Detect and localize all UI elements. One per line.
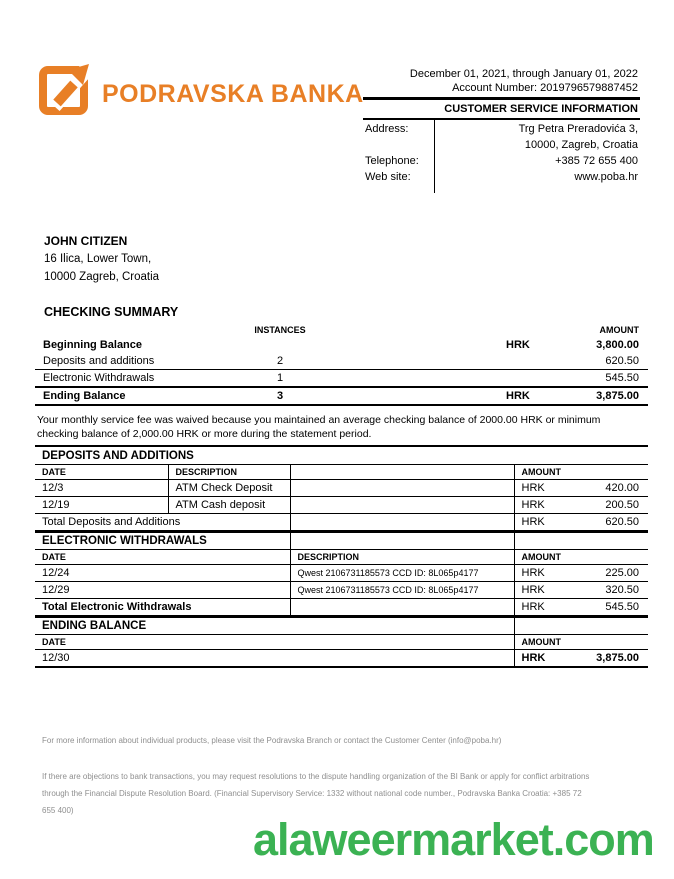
customer-block [44, 232, 159, 286]
deposit-row: 12/19 ATM Cash deposit HRK 200.50 [35, 497, 648, 514]
col-amount: AMOUNT [514, 635, 648, 650]
bank-name: PODRAVSKA BANKA [102, 79, 364, 108]
address-line1: Trg Petra Preradovića 3, [518, 123, 638, 135]
summary-row-withdrawals: Electronic Withdrawals 1 545.50 [35, 370, 648, 388]
col-date: DATE [35, 550, 290, 565]
col-amount: AMOUNT [514, 550, 648, 565]
deposits-section-title: DEPOSITS AND ADDITIONS [35, 445, 648, 464]
col-instances: INSTANCES [254, 325, 306, 335]
website-label: Web site: [363, 168, 435, 184]
col-amount: AMOUNT [599, 325, 639, 335]
checking-summary-table [35, 323, 648, 406]
withdrawal-row: 12/24 Qwest 2106731185573 CCD ID: 8L065p4177 HRK 225.00 [35, 565, 648, 582]
summary-header-row [35, 323, 648, 337]
footer-dispute-line: If there are objections to bank transactions, you may request resolutions to the dispute handling organization of the BI Bank or apply for conflict arbitrations through the Financial Dispute Resolution Board. (Financial Supervisory Service: 1332 without national code number., Podravska Banka Croatia: +385 72 655 400) [42, 772, 590, 815]
deposit-row: 12/3 ATM Check Deposit HRK 420.00 [35, 480, 648, 497]
deposits-header-row [35, 465, 648, 480]
ending-balance-section-row [35, 617, 648, 635]
checking-summary-title: CHECKING SUMMARY [44, 305, 179, 319]
col-description: DESCRIPTION [290, 550, 514, 565]
withdrawal-row: 12/29 Qwest 2106731185573 CCD ID: 8L065p4177 HRK 320.50 [35, 582, 648, 599]
address-label-blank [363, 136, 435, 152]
ending-balance-row: 12/30 HRK 3,875.00 [35, 650, 648, 668]
withdrawals-total-row: Total Electronic Withdrawals HRK 545.50 [35, 599, 648, 616]
bank-logo-arrow-square-icon [38, 58, 94, 116]
telephone-label: Telephone: [363, 152, 435, 168]
service-fee-notice: Your monthly service fee was waived because you maintained an average checking balance of 2000.00 HRK or minimum checking balance of 2,000.00 HRK or more during the statement period. [37, 414, 601, 440]
ending-balance-table [35, 616, 648, 668]
customer-name: JOHN CITIZEN [44, 234, 128, 248]
ending-balance-header-row [35, 635, 648, 650]
withdrawals-table [35, 531, 648, 616]
withdrawals-section-title: ELECTRONIC WITHDRAWALS [35, 532, 290, 550]
contact-divider-tail [363, 184, 435, 193]
footer-info-line: For more information about individual products, please visit the Podravska Branch or contact the Customer Center (info@poba.hr) [42, 736, 502, 745]
ending-balance-section-title: ENDING BALANCE [35, 617, 514, 635]
summary-row-deposits: Deposits and additions 2 620.50 [35, 353, 648, 370]
transaction-tables [35, 445, 648, 668]
telephone-value: +385 72 655 400 [555, 155, 638, 167]
col-amount: AMOUNT [514, 465, 648, 480]
summary-row-beginning-balance: Beginning Balance HRK 3,800.00 [43, 339, 639, 351]
customer-address-line2: 10000 Zagreb, Croatia [44, 271, 160, 283]
website-value: www.poba.hr [574, 171, 638, 183]
bank-logo [38, 58, 364, 116]
watermark-text: alaweermarket.com [253, 814, 654, 865]
address-label: Address: [363, 120, 435, 136]
col-description: DESCRIPTION [168, 465, 290, 480]
withdrawals-section-row [35, 532, 648, 550]
col-date: DATE [35, 635, 514, 650]
customer-service-contact-table [363, 120, 640, 193]
statement-header [363, 66, 640, 193]
summary-row-ending-balance: Ending Balance 3 HRK 3,875.00 [35, 387, 648, 405]
address-line2: 10000, Zagreb, Croatia [524, 139, 638, 151]
deposits-table [35, 464, 648, 531]
withdrawals-header-row [35, 550, 648, 565]
account-number-line [363, 81, 640, 97]
customer-address-line1: 16 Ilica, Lower Town, [44, 253, 152, 265]
deposits-total-row: Total Deposits and Additions HRK 620.50 [35, 514, 648, 531]
account-number-value: 2019796579887452 [540, 82, 638, 94]
account-number-label: Account Number: [452, 82, 538, 94]
customer-service-title: CUSTOMER SERVICE INFORMATION [363, 97, 640, 120]
statement-period: December 01, 2021, through January 01, 2022 [409, 68, 638, 80]
col-date: DATE [35, 465, 168, 480]
